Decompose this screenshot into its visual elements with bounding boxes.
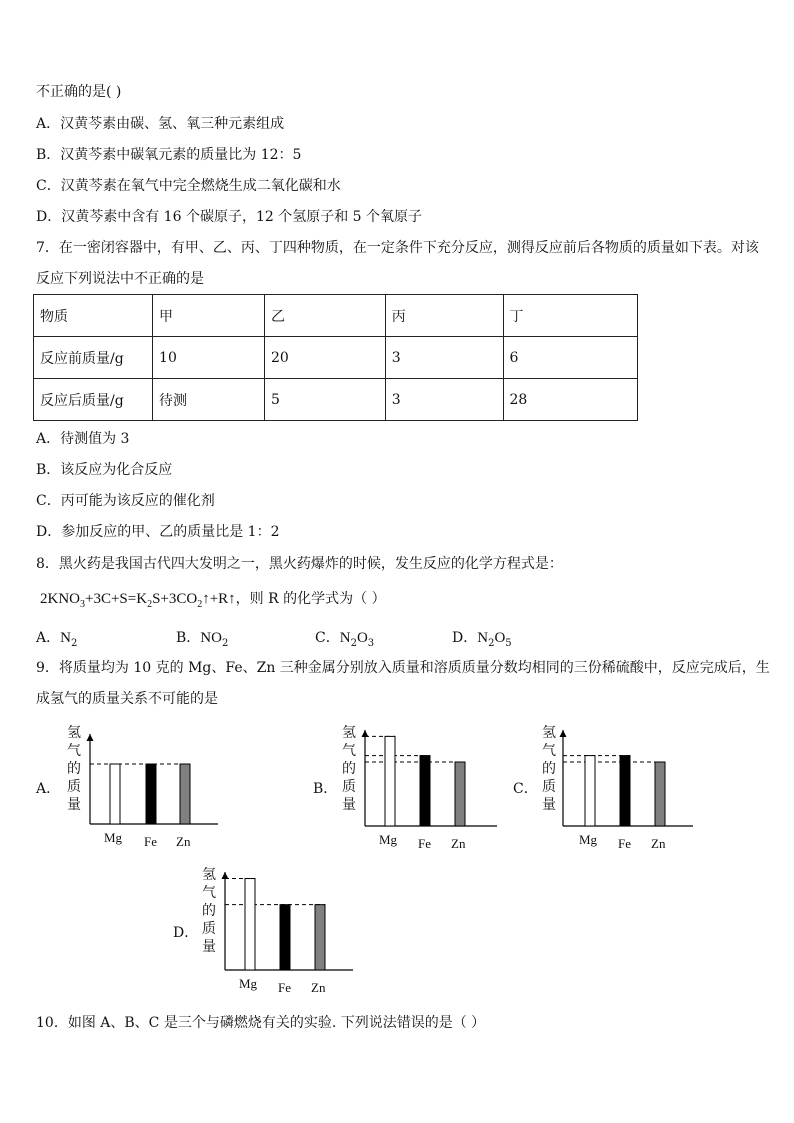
table-cell: 甲 xyxy=(153,295,265,337)
table-cell: 物质 xyxy=(34,295,153,337)
table-cell: 反应前质量/g xyxy=(34,337,153,379)
bar-zn xyxy=(315,905,325,970)
option-prefix: B． xyxy=(176,630,201,646)
q9-stem-line2: 成氢气的质量关系不可能的是 xyxy=(36,691,218,707)
y-char: 质 xyxy=(342,779,356,795)
y-char: 量 xyxy=(202,939,216,955)
x-tick-label: Fe xyxy=(144,834,157,849)
q6-option-b[interactable]: B．汉黄芩素中碳氧元素的质量比为 12：5 xyxy=(36,147,302,163)
q7-stem-line1: 7．在一密闭容器中，有甲、乙、丙、丁四种物质，在一定条件下充分反应，测得反应前后各物质的质量如下表。对该 xyxy=(36,240,759,256)
table-cell: 6 xyxy=(503,337,637,379)
eq-part: S+3CO xyxy=(152,591,198,607)
chart-option-label: D． xyxy=(173,925,199,941)
x-tick-label: Zn xyxy=(176,834,191,849)
bar-plot xyxy=(313,720,503,855)
eq-sub: 3 xyxy=(80,598,85,610)
formula-sub: 2 xyxy=(70,637,78,649)
bar-zn xyxy=(180,764,190,824)
table-cell: 3 xyxy=(385,379,503,421)
eq-tail: ，则 R 的化学式为（ ） xyxy=(235,591,386,607)
formula-sub: 5 xyxy=(505,637,512,649)
bar-mg xyxy=(385,736,395,826)
q8-option-d[interactable] xyxy=(452,627,512,649)
q8-option-b[interactable] xyxy=(176,627,228,649)
bar-fe xyxy=(620,756,630,826)
chart-c[interactable] xyxy=(513,720,703,855)
x-tick-label: Mg xyxy=(579,832,598,847)
option-prefix: D． xyxy=(452,630,478,646)
y-axis-arrow xyxy=(560,730,567,737)
x-tick-label: Zn xyxy=(311,980,326,995)
bar-fe xyxy=(420,756,430,826)
eq-sub: 2 xyxy=(197,598,203,610)
chart-option-label: B． xyxy=(313,781,338,797)
table-cell: 待测 xyxy=(153,379,265,421)
bar-mg xyxy=(110,764,120,824)
y-char: 氢 xyxy=(67,725,81,741)
q6-option-a[interactable]: A．汉黄芩素由碳、氢、氧三种元素组成 xyxy=(36,116,285,132)
table-cell: 20 xyxy=(265,337,386,379)
x-tick-label: Mg xyxy=(379,832,398,847)
chart-a[interactable] xyxy=(36,720,226,850)
bar-fe xyxy=(280,905,290,970)
chart-option-label: A． xyxy=(36,781,61,797)
y-char: 的 xyxy=(342,761,356,777)
q8-equation xyxy=(40,590,386,614)
q7-option-a[interactable]: A．待测值为 3 xyxy=(36,431,130,447)
x-tick-label: Fe xyxy=(618,836,631,851)
y-char: 气 xyxy=(342,743,356,759)
chart-d[interactable] xyxy=(173,862,363,997)
q10-stem: 10．如图 A、B、C 是三个与磷燃烧有关的实验. 下列说法错误的是（ ） xyxy=(36,1015,486,1031)
x-tick-label: Fe xyxy=(278,980,291,995)
table-cell: 丙 xyxy=(385,295,503,337)
y-char: 量 xyxy=(542,797,556,813)
eq-part: +3C+S=K xyxy=(85,591,148,607)
y-char: 氢 xyxy=(202,867,216,883)
table-cell: 丁 xyxy=(503,295,637,337)
table-cell: 5 xyxy=(265,379,386,421)
table-cell: 反应后质量/g xyxy=(34,379,153,421)
q7-mass-table xyxy=(33,294,638,421)
y-char: 的 xyxy=(202,903,216,919)
formula: O xyxy=(494,630,506,646)
table-cell: 28 xyxy=(503,379,637,421)
eq-part: ↑+R↑ xyxy=(202,591,236,607)
bar-plot xyxy=(513,720,703,855)
q8-option-a[interactable] xyxy=(36,627,77,649)
formula: NO xyxy=(200,630,222,646)
table-row xyxy=(34,379,638,421)
y-axis-arrow xyxy=(87,734,94,741)
q8-option-c[interactable] xyxy=(315,627,374,649)
formula: N xyxy=(339,630,351,646)
q7-option-c[interactable]: C．丙可能为该反应的催化剂 xyxy=(36,493,215,509)
eq-sub: 2 xyxy=(147,598,153,610)
y-char: 量 xyxy=(342,797,356,813)
table-cell: 3 xyxy=(385,337,503,379)
table-cell: 10 xyxy=(153,337,265,379)
option-prefix: C． xyxy=(315,630,340,646)
chart-b[interactable] xyxy=(313,720,503,855)
formula-sub: 2 xyxy=(488,637,495,649)
formula-sub: 2 xyxy=(350,637,357,649)
x-tick-label: Zn xyxy=(451,836,466,851)
q9-stem-line1: 9．将质量均为 10 克的 Mg、Fe、Zn 三种金属分别放入质量和溶质质量分数均相同的三份稀硫酸中，反应完成后，生 xyxy=(36,660,770,676)
formula-sub: 2 xyxy=(221,637,229,649)
q7-stem-line2: 反应下列说法中不正确的是 xyxy=(36,271,204,287)
q6-option-c[interactable]: C．汉黄芩素在氧气中完全燃烧生成二氧化碳和水 xyxy=(36,178,341,194)
q7-option-d[interactable]: D．参加反应的甲、乙的质量比是 1：2 xyxy=(36,524,280,540)
y-char: 气 xyxy=(542,743,556,759)
y-char: 气 xyxy=(67,743,81,759)
x-tick-label: Fe xyxy=(418,836,431,851)
table-row xyxy=(34,337,638,379)
x-tick-label: Zn xyxy=(651,836,666,851)
x-tick-label: Mg xyxy=(104,830,123,845)
bar-plot xyxy=(36,720,226,850)
eq-part: 2KNO xyxy=(40,591,80,607)
y-char: 氢 xyxy=(342,725,356,741)
bar-mg xyxy=(585,756,595,826)
q7-option-b[interactable]: B．该反应为化合反应 xyxy=(36,462,173,478)
bar-plot xyxy=(173,862,363,997)
bar-zn xyxy=(455,762,465,826)
q8-stem: 8．黑火药是我国古代四大发明之一，黑火药爆炸的时候，发生反应的化学方程式是： xyxy=(36,556,563,572)
bar-zn xyxy=(655,762,665,826)
y-char: 质 xyxy=(202,921,216,937)
x-tick-label: Mg xyxy=(239,976,258,991)
y-char: 气 xyxy=(202,885,216,901)
bar-fe xyxy=(146,764,156,824)
bar-mg xyxy=(245,879,255,970)
y-char: 的 xyxy=(542,761,556,777)
formula: N xyxy=(60,630,71,646)
option-prefix: A． xyxy=(36,630,61,646)
formula: N xyxy=(477,630,489,646)
q6-option-d[interactable]: D．汉黄芩素中含有 16 个碳原子，12 个氢原子和 5 个氧原子 xyxy=(36,209,423,225)
table-cell: 乙 xyxy=(265,295,386,337)
formula: O xyxy=(356,630,368,646)
formula-sub: 3 xyxy=(367,637,375,649)
y-char: 质 xyxy=(67,779,81,795)
y-char: 质 xyxy=(542,779,556,795)
y-char: 的 xyxy=(67,761,81,777)
y-char: 量 xyxy=(67,797,81,813)
q6-stem: 不正确的是( ) xyxy=(36,84,122,100)
y-char: 氢 xyxy=(542,725,556,741)
chart-option-label: C． xyxy=(513,781,538,797)
table-header-row xyxy=(34,295,638,337)
y-axis-arrow xyxy=(222,872,229,879)
